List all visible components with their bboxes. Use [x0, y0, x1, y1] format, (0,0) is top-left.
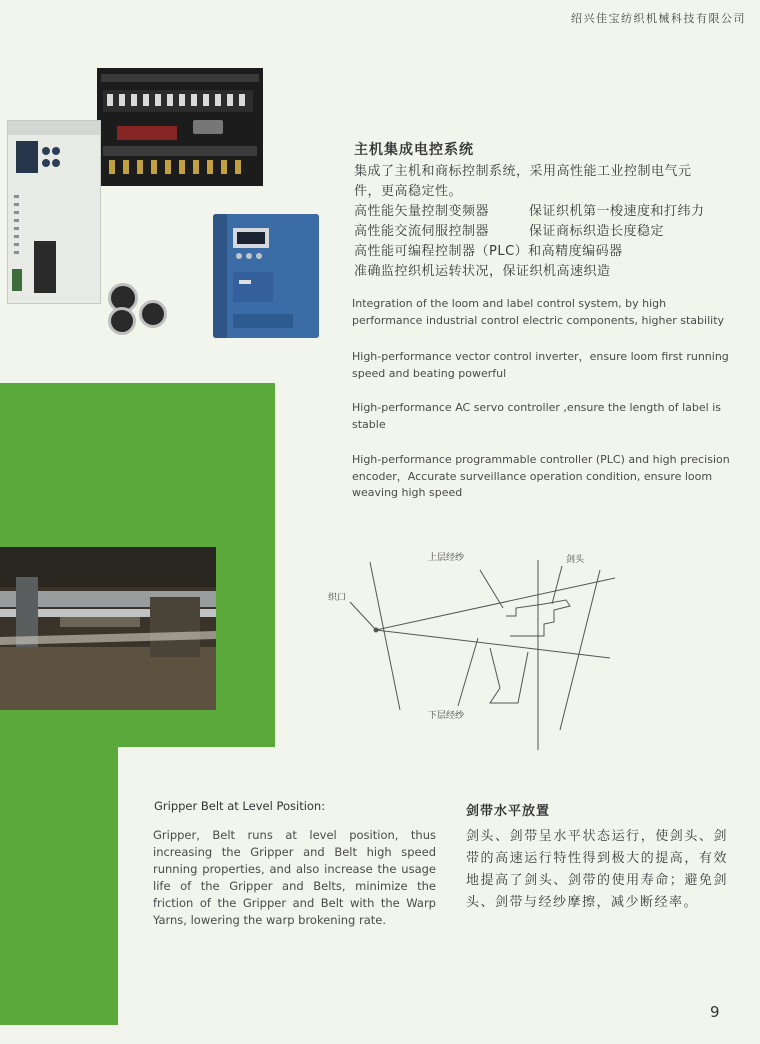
upper-warp-line: [376, 578, 615, 630]
sley-line: [560, 570, 600, 730]
servo-controller-photo: [7, 120, 101, 304]
reed-line: [370, 562, 400, 710]
intro-line: 件，更高稳定性。: [354, 184, 463, 199]
feature-line: [354, 222, 734, 242]
green-accent-strip: [0, 747, 118, 1025]
gripper-cn-title: 剑带水平放置: [466, 804, 551, 819]
feature-name: 高性能矢量控制变频器: [354, 204, 490, 219]
fell-point: [374, 628, 379, 633]
lower-warp-label: 下层经纱: [428, 711, 465, 721]
feature-line: [354, 262, 734, 282]
en-paragraph-plc: High-performance programmable controller (PLC) and high precision encoder，Accurate surveillance operation condition, ensure loom weaving high speed: [352, 453, 730, 499]
gripper-belt-photo: [0, 547, 216, 710]
vector-inverter-photo: [213, 214, 319, 338]
fell-label: 织口: [328, 593, 347, 603]
shed-geometry-diagram: [310, 540, 640, 755]
page-number: 9: [710, 1003, 720, 1021]
lower-warp-line: [376, 630, 610, 658]
en-paragraph-servo: High-performance AC servo controller ,ensure the length of label is stable: [352, 401, 722, 431]
upper-warp-label: 上层经纱: [428, 553, 465, 563]
en-paragraph-integration: Integration of the loom and label control system, by high performance industrial control electric components, higher stability: [352, 297, 725, 327]
rotary-encoder-photo-2: [108, 307, 136, 335]
company-name: 绍兴佳宝纺织机械科技有限公司: [571, 12, 746, 25]
gripper-leader: [552, 566, 562, 604]
gripper-body: [490, 648, 528, 703]
control-system-cn-text: [354, 162, 734, 282]
gripper-cn-body: 剑头、剑带呈水平状态运行，使剑头、剑带的高速运行特性得到极大的提高，有效地提高了剑头、剑带的使用寿命；避免剑头、剑带与经纱摩擦，减少断经率。: [466, 829, 728, 910]
electrical-control-panel-photo: [97, 68, 263, 186]
feature-name: 高性能可编程控制器（PLC）和高精度编码器: [354, 244, 623, 259]
fell-leader: [350, 602, 376, 630]
intro-line: 集成了主机和商标控制系统，采用高性能工业控制电气元: [354, 164, 692, 179]
gripper-label: 剑头: [566, 555, 585, 565]
en-paragraph-inverter: High-performance vector control inverter，ensure loom first running speed and beating powerful: [352, 350, 729, 380]
feature-name: 准确监控织机运转状况，保证织机高速织造: [354, 264, 611, 279]
control-system-title: 主机集成电控系统: [354, 142, 474, 158]
feature-benefit: 保证织机第一梭速度和打纬力: [529, 204, 705, 219]
feature-line: [354, 242, 734, 262]
feature-name: 高性能交流伺服控制器: [354, 224, 490, 239]
feature-line: [354, 202, 734, 222]
upper-warp-leader: [480, 570, 503, 608]
rotary-encoder-photo-3: [139, 300, 167, 328]
feature-benefit: 保证商标织造长度稳定: [529, 224, 665, 239]
gripper-en-body: Gripper, Belt runs at level position, thus increasing the Gripper and Belt high speed running properties, and also increase the usage life of the Gripper and Belts, minimize the friction of the Gripper and Belt with the Warp Yarns, lowering the warp brokening rate.: [153, 828, 436, 927]
gripper-en-title: Gripper Belt at Level Position:: [154, 799, 326, 813]
lower-warp-leader: [458, 638, 478, 706]
